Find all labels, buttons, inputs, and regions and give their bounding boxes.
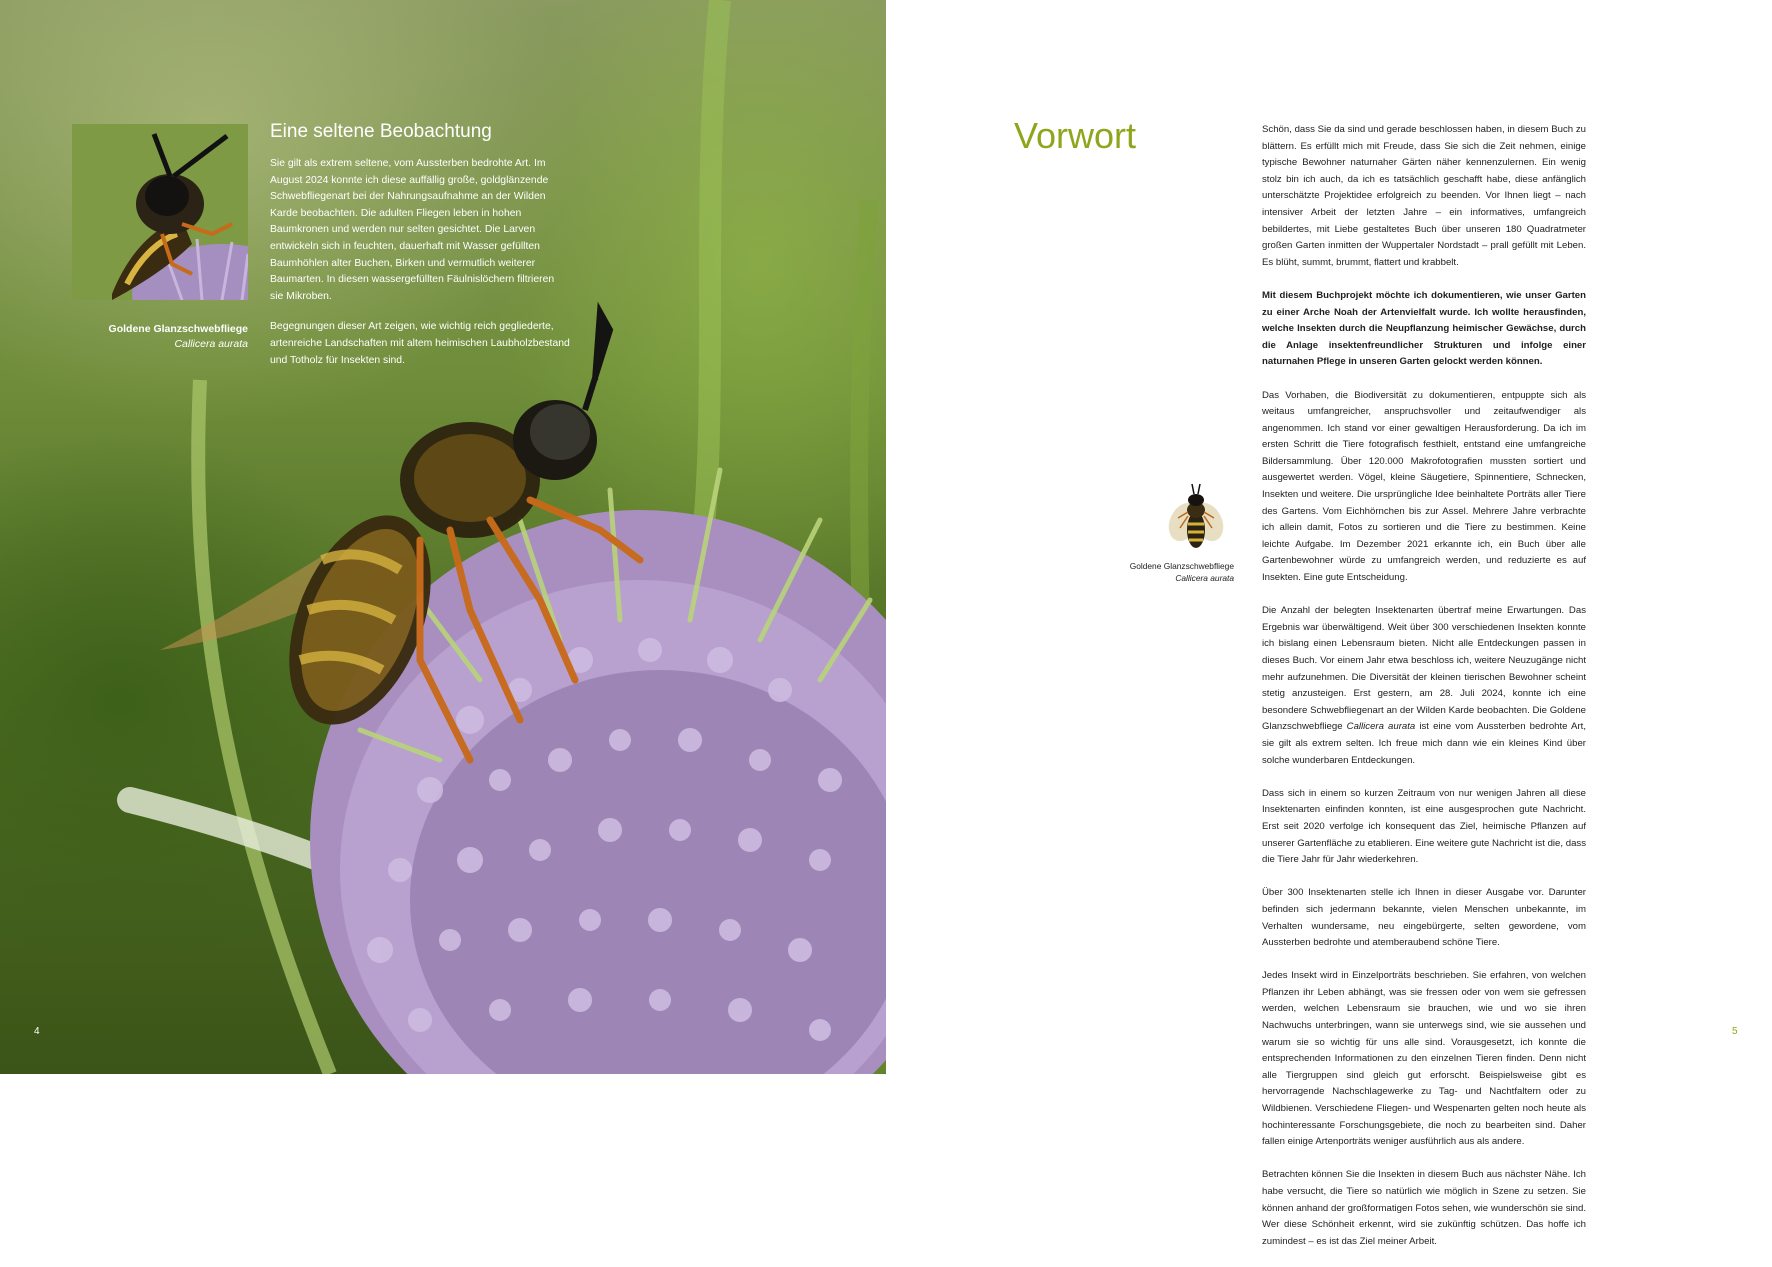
hoverfly-thumbnail — [1166, 482, 1226, 556]
foreword-body — [1262, 122, 1586, 1267]
body-paragraph-start: Die Anzahl der belegten Insektenarten übertraf meine Erwartungen. Das Ergebnis war überwältigend. Weit über 300 verschiedenen Insekten konnte ich bislang einen Lebensraum bieten. Nicht alle Entdeckungen passen in dieses Buch. Vor einem Jahr etwa beschloss ich, weitere Neuzugänge nicht mehr aufzunehmen. Die Diversität der kleinen tierischen Bewohner scheint stetig anzusteigen. Erst gestern, am 28. Juli 2024, konnte ich eine besondere Schwebfliegenart an der Wilden Karde beobachten. Die Goldene Glanzschwebfliege — [1262, 605, 1586, 733]
body-paragraph: Über 300 Insektenarten stelle ich Ihnen in dieser Ausgabe vor. Darunter befinden sich jedermann bekannte, vielen Menschen unbekannte, im Verhalten wundersame, neu eingebürgerte, selten gewordene, vom Aussterben bedrohte und atemberaubend schöne Tiere. — [1262, 887, 1586, 949]
body-latin-name: Callicera aurata — [1346, 721, 1416, 733]
sidebar-paragraph: Begegnungen dieser Art zeigen, wie wichtig reich gegliederte, artenreiche Landschaften mit altem heimischen Laubholzbestand und Totholz für Insekten sind. — [270, 321, 570, 366]
body-paragraph: Schön, dass Sie da sind und gerade beschlossen haben, in diesem Buch zu blättern. Es erfüllt mich mit Freude, dass Sie sich die Zeit nehmen, einige typische Bewohner naturnaher Gärten näher kennenzulernen. Ein wenig stolz bin ich auch, da ich es tatsächlich geschafft habe, diese anfänglich unterschätzte Projektidee erfolgreich zu beenden. Vor Ihnen liegt – nach intensiver Arbeit der letzten Jahre – ein informatives, umfangreich bebildertes, mit Liebe gestaltetes Buch über unseren 180 Quadratmeter großen Garten inmitten der Wuppertaler Nordstadt – prall gefüllt mit Leben. Es blüht, summt, brummt, flattert und krabbelt. — [1262, 124, 1586, 268]
right-page — [886, 0, 1772, 1247]
body-paragraph — [1262, 603, 1586, 769]
thumb-caption-name: Goldene Glanzschwebfliege — [1129, 561, 1234, 571]
caption-latin-name: Callicera aurata — [174, 338, 248, 350]
hoverfly-closeup-photo — [72, 124, 248, 300]
page-number-left: 4 — [34, 1026, 40, 1037]
thumbnail-caption — [1106, 560, 1234, 584]
body-paragraph: Dass sich in einem so kurzen Zeitraum von nur wenigen Jahren all diese Insektenarten einfinden konnten, ist eine ausgesprochen gute Nachricht. Erst seit 2020 verfolge ich konsequent das Ziel, heimische Pflanzen auf unserer Gartenfläche zu etablieren. Eine weitere gute Nachricht ist die, dass die Tiere Jahr für Jahr wiederkehren. — [1262, 787, 1586, 866]
body-paragraph: Das Vorhaben, die Biodiversität zu dokumentieren, entpuppte sich als weitaus umfangreicher, anspruchsvoller und zeitaufwendiger als angenommen. Ich stand vor einer gewaltigen Herausforderung. Da ich im ersten Schritt die Tiere fotografisch festhielt, entstand eine umfangreiche Bildersammlung. Über 120.000 Makrofotografien mussten sortiert und ausgewertet werden. Vögel, kleine Säugetiere, Spinnentiere, Schnecken, Insekten und weitere. Die ursprüngliche Idee beinhaltete Porträts aller Tiere des Gartens. Vom Eichhörnchen bis zur Assel. Mehrere Jahre verbrachte ich allein damit, Fotos zu sortieren und die Tiere zu bestimmen. Keine leichte Aufgabe. Im Dezember 2021 erkannte ich, ein Buch über alle Gartenbewohner würde zu umfangreich werden, und reduzierte es auf Insekten. Eine gute Entscheidung. — [1262, 389, 1586, 584]
inset-photo-caption — [72, 322, 248, 352]
heading-text: Vorwort — [1013, 115, 1136, 156]
sidebar-title: Eine seltene Beobachtung — [270, 121, 492, 142]
caption-species-name: Goldene Glanzschwebfliege — [108, 323, 248, 335]
sidebar-box — [270, 120, 570, 383]
body-paragraph-end: ist eine vom Aussterben bedrohte Art, sie gilt als extrem selten. Ich freue mich dann wie ein kleines Kind über solche wunderbaren Entdeckungen. — [1262, 721, 1586, 766]
page-number-right: 5 — [1732, 1026, 1738, 1037]
body-paragraph-lead: Mit diesem Buchprojekt möchte ich dokumentieren, wie unser Garten zu einer Arche Noah der Artenvielfalt wurde. Ich wollte herausfinden, welche Insekten durch die Neupflanzung heimischer Gewächse, durch die Anlage insektenfreundlicher Strukturen und infolge einer naturnahen Pflege in unseren Garten gelockt werden können. — [1262, 289, 1586, 368]
left-page — [0, 0, 886, 1074]
body-paragraph: Betrachten können Sie die Insekten in diesem Buch aus nächster Nähe. Ich habe versucht, die Tiere so natürlich wie möglich in Szene zu setzen. Sie können anhand der großformatigen Fotos sehen, wie wunderschön sie sind. Wer diese Schönheit erkennt, wird sie zukünftig schützen. Das hoffe ich zumindest – es ist das Ziel meiner Arbeit. — [1262, 1169, 1586, 1247]
sidebar-paragraph: Sie gilt als extrem seltene, vom Aussterben bedrohte Art. Im August 2024 konnte ich diese auffällig große, goldglänzende Schwebfliegenart bei der Nahrungsaufnahme an der Wilden Karde beobachten. Die adulten Fliegen leben in hohen Baumkronen und werden nur selten gesichtet. Die Larven entwickeln sich in feuchten, dauerhaft mit Wasser gefüllten Baumhöhlen alter Buchen, Birken und vermutlich weiterer Baumarten. In diesen wassergefüllten Fäulnislöchern filtrieren sie Mikroben. — [270, 158, 555, 302]
thumb-caption-latin: Callicera aurata — [1175, 573, 1234, 583]
body-paragraph: Jedes Insekt wird in Einzelporträts beschrieben. Sie erfahren, von welchen Pflanzen ihr Leben abhängt, was sie fressen oder von wem sie gefressen werden, welchen Lebensraum sie brauchen, wie und wo sie ihren Nachwuchs unterbringen, wann sie unterwegs sind, wie sie aussehen und warum sie so wichtig für uns alle sind. Vorausgesetzt, ich konnte die entsprechenden Informationen zu den einzelnen Tieren finden. Denn nicht alle Tiergruppen sind gleich gut erforscht. Beispielsweise gibt es hervorragende Nachschlagewerke zu Tag- und Nachtfaltern oder zu Wildbienen. Verschiedene Fliegen- und Wespenarten gelten noch heute als hochinteressante Forschungsgebiete, die noch zu bearbeiten sind. Daher fallen einige Artenporträts weniger ausführlich aus als andere. — [1262, 970, 1586, 1148]
